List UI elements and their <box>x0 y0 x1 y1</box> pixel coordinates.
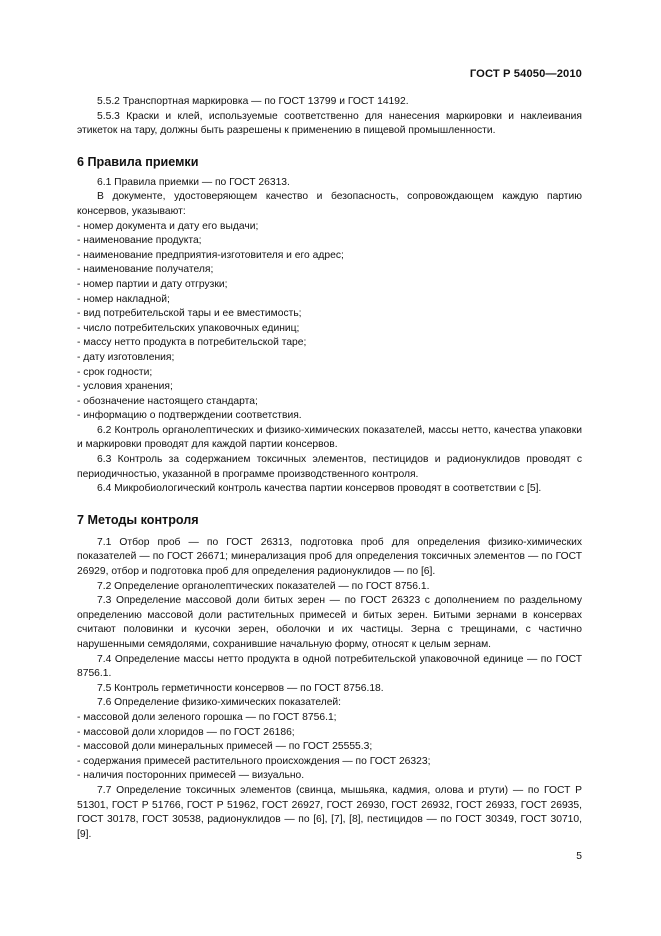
list-item: - наименование предприятия-изготовителя и его адрес; <box>77 249 344 261</box>
list-item: - номер партии и дату отгрузки; <box>77 278 228 290</box>
list-item: - номер документа и дату его выдачи; <box>77 220 259 232</box>
list-item: - вид потребительской тары и ее вместимость; <box>77 308 302 320</box>
list-item: - условия хранения; <box>77 381 173 393</box>
clause-7-1: 7.1 Отбор проб — по ГОСТ 26313, подготовка проб для определения физико-химических показателей — по ГОСТ 26671; минерализация проб для определения токсичных элементов — по ГОСТ 26929, отбор и подготовка проб для определения радионуклидов — по [6]. <box>77 536 582 578</box>
list-item: - содержания примесей растительного происхождения — по ГОСТ 26323; <box>77 755 431 767</box>
clause-6-2: 6.2 Контроль органолептических и физико-химических показателей, массы нетто, качества упаковки и маркировки проводят для каждой партии консервов. <box>77 424 582 451</box>
standard-designation: ГОСТ Р 54050—2010 <box>469 68 582 80</box>
clause-5-5-2: 5.5.2 Транспортная маркировка — по ГОСТ 13799 и ГОСТ 14192. <box>97 96 409 107</box>
list-item: - наименование продукта; <box>77 235 202 247</box>
clause-7-5: 7.5 Контроль герметичности консервов — по ГОСТ 8756.18. <box>97 682 384 694</box>
clause-6-4: 6.4 Микробиологический контроль качества партии консервов проводят в соответствии с [5]. <box>97 483 542 495</box>
document-body <box>77 95 582 842</box>
page-number: 5 <box>576 851 582 862</box>
list-item: - массу нетто продукта в потребительской таре; <box>77 337 307 349</box>
list-item: - массовой доли хлоридов — по ГОСТ 26186; <box>77 726 295 738</box>
list-item: - информацию о подтверждении соответствия. <box>77 410 302 422</box>
clause-5-5-3: 5.5.3 Краски и клей, используемые соответственно для нанесения маркировки и наклеивания этикеток на тару, должны быть разрешены к применению в пищевой промышленности. <box>77 110 582 137</box>
section-7-heading: 7 Методы контроля <box>77 512 199 527</box>
clause-6-1-intro: В документе, удостоверяющем качество и безопасность, сопровождающем каждую партию консервов, указывают: <box>77 191 582 217</box>
list-item: - массовой доли минеральных примесей — по ГОСТ 25555.3; <box>77 741 373 753</box>
clause-6-3: 6.3 Контроль за содержанием токсичных элементов, пестицидов и радионуклидов проводят с периодичностью, указанной в программе производственного контроля. <box>77 454 582 480</box>
list-item: - массовой доли зеленого горошка — по ГОСТ 8756.1; <box>77 711 337 723</box>
clause-7-6: 7.6 Определение физико-химических показателей: <box>97 697 342 709</box>
clause-6-1: 6.1 Правила приемки — по ГОСТ 26313. <box>97 176 290 188</box>
list-item: - наличия посторонних примесей — визуально. <box>77 770 305 782</box>
list-item: - номер накладной; <box>77 293 170 305</box>
list-item: - наименование получателя; <box>77 264 214 276</box>
list-item: - обозначение настоящего стандарта; <box>77 395 258 407</box>
list-item: - дату изготовления; <box>77 351 175 363</box>
clause-7-3: 7.3 Определение массовой доли битых зерен — по ГОСТ 26323 с дополнением по раздельному определению массовой доли растительных примесей и битых зерен. Битыми зернами в консервах считают половинки и кусочки зерен, оболочки и их частицы. Зерна с трещинами, с частично нарушенными семядолями, сохранившие начальную форму, относят к целым зернам. <box>77 595 582 650</box>
list-item: - срок годности; <box>77 366 153 378</box>
clause-7-7: 7.7 Определение токсичных элементов (свинца, мышьяка, кадмия, олова и ртути) — по ГОСТ Р 51301, ГОСТ Р 51766, ГОСТ Р 51962, ГОСТ 26927, ГОСТ 26930, ГОСТ 26932, ГОСТ 26933, ГОСТ 26935, ГОСТ 30178, ГОСТ 30538, радионуклидов — по [6], [7], [8], пестицидов — по ГОСТ 30349, ГОСТ 30710, [9]. <box>77 784 582 840</box>
list-item: - число потребительских упаковочных единиц; <box>77 322 300 334</box>
clause-7-4: 7.4 Определение массы нетто продукта в одной потребительской упаковочной единице — по ГОСТ 8756.1. <box>77 653 582 680</box>
clause-7-2: 7.2 Определение органолептических показателей — по ГОСТ 8756.1. <box>97 580 430 592</box>
section-6-heading: 6 Правила приемки <box>77 154 199 169</box>
